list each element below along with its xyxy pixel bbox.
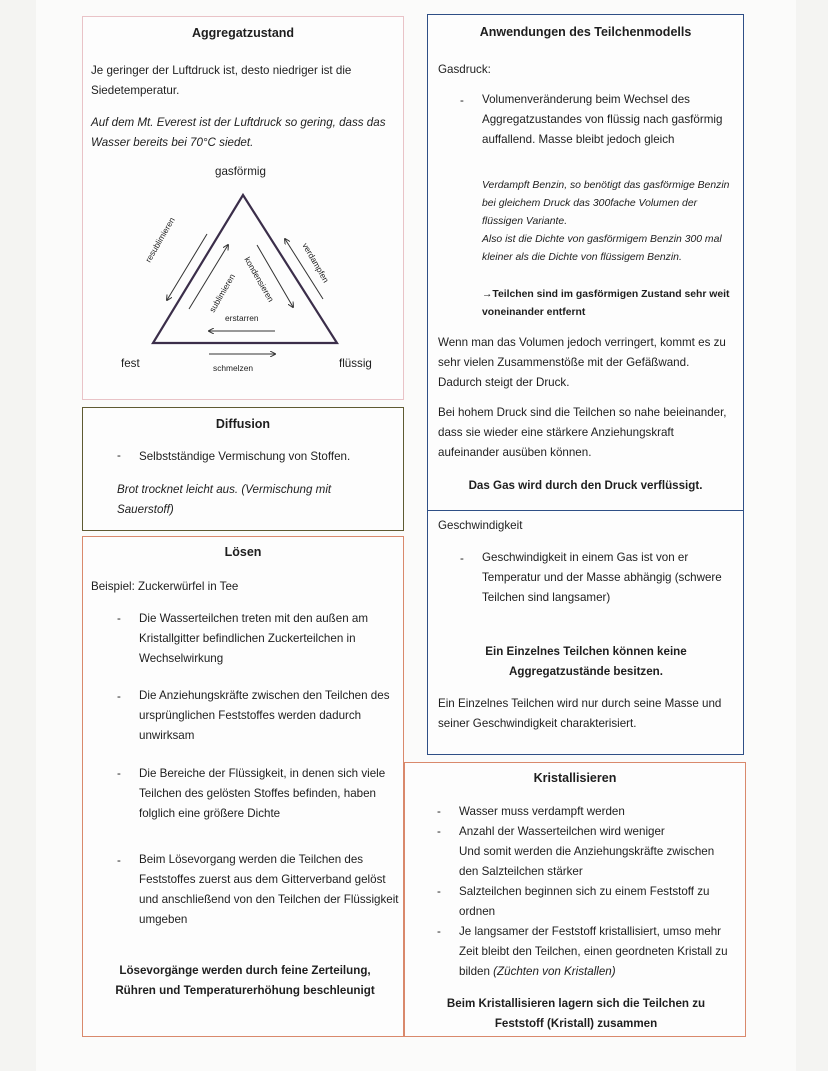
kristall-bullet-2: Anzahl der Wasserteilchen wird weniger bbox=[459, 825, 665, 838]
diffusion-title: Diffusion bbox=[215, 417, 271, 431]
siedetemperatur-text: Je geringer der Luftdruck ist, desto niedriger ist die Siedetemperatur. bbox=[91, 64, 352, 97]
kristall-bullet-1: Wasser muss verdampft werden bbox=[459, 805, 625, 818]
aggregatzustand-title: Aggregatzustand bbox=[191, 26, 295, 40]
kristallisieren-title: Kristallisieren bbox=[533, 771, 617, 785]
label-erstarren: erstarren bbox=[225, 313, 259, 323]
loesen-box bbox=[82, 536, 404, 1037]
loesen-bullet-1: Die Wasserteilchen treten mit den außen am Kristallgitter befindlichen Zuckerteilchen in Wechselwirkung bbox=[139, 612, 368, 665]
loesen-bullet-4: Beim Lösevorgang werden die Teilchen des Feststoffes zuerst aus dem Gitterverband gelöst und anschließend von den Teilchen der Flüssigkeit umgeben bbox=[139, 853, 399, 926]
bullet-dash: - bbox=[117, 449, 121, 462]
label-schmelzen: schmelzen bbox=[213, 363, 254, 373]
loesen-title: Lösen bbox=[224, 545, 262, 559]
loesen-example: Beispiel: Zuckerwürfel in Tee bbox=[91, 580, 239, 593]
volumen-verringert-text: Wenn man das Volumen jedoch verringert, kommt es zu sehr vielen Zusammenstöße mit der Gefäßwand. Dadurch steigt der Druck. bbox=[438, 336, 726, 389]
phase-triangle-diagram bbox=[83, 17, 405, 401]
label-sublimieren: sublimieren bbox=[207, 271, 238, 314]
label-fest: fest bbox=[121, 357, 140, 370]
einzelnes-teilchen-text: Ein Einzelnes Teilchen wird nur durch seine Masse und seiner Geschwindigkeit charakterisiert. bbox=[438, 697, 722, 730]
label-kondensieren: kondensieren bbox=[242, 255, 277, 304]
bullet-dash: - bbox=[460, 552, 464, 565]
everest-example: Auf dem Mt. Everest ist der Luftdruck so gering, dass das Wasser bereits bei 70°C siedet. bbox=[91, 116, 386, 149]
label-gasfoermig: gasförmig bbox=[215, 165, 266, 178]
bullet-dash: - bbox=[437, 925, 441, 938]
kristall-bullet-4 bbox=[459, 922, 741, 982]
section-divider bbox=[428, 510, 743, 511]
bullet-dash: - bbox=[117, 854, 121, 867]
diffusion-box bbox=[82, 407, 404, 531]
bullet-dash: - bbox=[117, 690, 121, 703]
anwendungen-title: Anwendungen des Teilchenmodells bbox=[479, 25, 692, 39]
label-fluessig: flüssig bbox=[339, 357, 372, 370]
diffusion-example: Brot trocknet leicht aus. (Vermischung mit Sauerstoff) bbox=[117, 483, 332, 516]
label-resublimieren: resublimieren bbox=[143, 215, 177, 264]
bullet-dash: - bbox=[460, 94, 464, 107]
volumen-bullet: Volumenveränderung beim Wechsel des Aggregatzustandes von flüssig nach gasförmig auffallend. Masse bleibt jedoch gleich bbox=[482, 93, 723, 146]
anwendungen-box bbox=[427, 14, 744, 755]
geschwindigkeit-bullet: Geschwindigkeit in einem Gas ist von er Temperatur und der Masse abhängig (schwere Teilchen sind langsamer) bbox=[482, 551, 722, 604]
bullet-dash: - bbox=[437, 805, 441, 818]
kristallisieren-summary: Beim Kristallisieren lagern sich die Teilchen zu Feststoff (Kristall) zusammen bbox=[446, 997, 706, 1030]
loesen-bullet-3: Die Bereiche der Flüssigkeit, in denen sich viele Teilchen des gelösten Stoffes befinden, haben folglich eine größere Dichte bbox=[139, 767, 386, 820]
kristall-bullet-4-note: (Züchten von Kristallen) bbox=[493, 965, 616, 978]
loesen-bullet-2: Die Anziehungskräfte zwischen den Teilchen des ursprünglichen Feststoffes werden dadurch unwirksam bbox=[139, 689, 390, 742]
kristall-bullet-3: Salzteilchen beginnen sich zu einem Feststoff zu ordnen bbox=[459, 885, 710, 918]
loesen-summary: Lösevorgänge werden durch feine Zerteilung, Rühren und Temperaturerhöhung beschleunigt bbox=[115, 964, 375, 997]
kristall-bullet-2-cont: Und somit werden die Anziehungskräfte zwischen den Salzteilchen stärker bbox=[459, 845, 715, 878]
kristallisieren-box bbox=[404, 762, 746, 1037]
bullet-dash: - bbox=[117, 767, 121, 780]
benzin-density: Also ist die Dichte von gasförmigem Benzin 300 mal kleiner als die Dichte von flüssigem Benzin. bbox=[482, 234, 722, 263]
einzelnes-teilchen-bold: Ein Einzelnes Teilchen können keine Aggregatzustände besitzen. bbox=[485, 645, 687, 678]
verfluessigt-conclusion: Das Gas wird durch den Druck verflüssigt. bbox=[468, 479, 703, 492]
hoher-druck-text: Bei hohem Druck sind die Teilchen so nahe beieinander, dass sie wieder eine stärkere Anziehungskraft aufeinander ausüben können. bbox=[438, 406, 727, 459]
aggregatzustand-box bbox=[82, 16, 404, 400]
benzin-example: Verdampft Benzin, so benötigt das gasförmige Benzin bei gleichem Druck das 300fache Volumen der flüssigen Variante. bbox=[482, 180, 730, 227]
kristall-bullet-4-text: Je langsamer der Feststoff kristallisiert, umso mehr Zeit bleibt den Teilchen, einen geordneten Kristall zu bilden bbox=[459, 925, 728, 978]
gasdruck-heading: Gasdruck: bbox=[438, 63, 491, 76]
diffusion-definition: Selbstständige Vermischung von Stoffen. bbox=[139, 450, 351, 463]
bullet-dash: - bbox=[437, 825, 441, 838]
bullet-dash: - bbox=[117, 612, 121, 625]
geschwindigkeit-heading: Geschwindigkeit bbox=[438, 519, 523, 532]
bullet-dash: - bbox=[437, 885, 441, 898]
label-verdampfen: verdampfen bbox=[300, 241, 332, 285]
teilchen-entfernt-note: →Teilchen sind im gasförmigen Zustand sehr weit voneinander entfernt bbox=[482, 289, 730, 318]
